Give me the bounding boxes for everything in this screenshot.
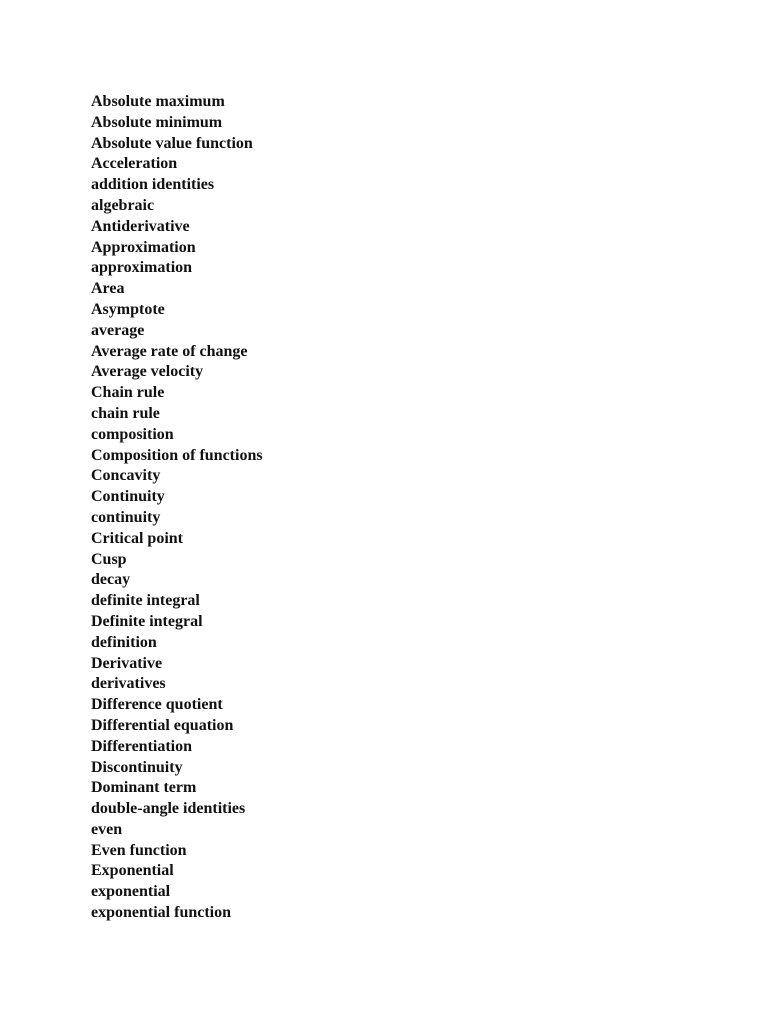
term-item: composition [91, 425, 174, 443]
term-item: Continuity [91, 488, 165, 506]
term-item: Absolute minimum [91, 113, 223, 131]
term-item: approximation [91, 259, 193, 277]
term-item: Differential equation [91, 716, 234, 734]
term-list [91, 92, 263, 924]
term-item: Average velocity [91, 363, 204, 381]
term-item: Absolute maximum [91, 93, 225, 110]
term-item: algebraic [91, 196, 155, 214]
term-item: Acceleration [91, 155, 178, 173]
term-item: Antiderivative [91, 217, 190, 235]
term-item: Discontinuity [91, 758, 183, 776]
term-item: Definite integral [91, 612, 203, 630]
term-item: exponential function [91, 904, 232, 922]
term-item: even [91, 820, 123, 838]
term-item: Differentiation [91, 737, 193, 755]
term-item: definition [91, 633, 157, 651]
term-item: decay [91, 571, 131, 589]
term-item: derivatives [91, 675, 166, 693]
term-item: Asymptote [91, 300, 165, 318]
term-item: addition identities [91, 176, 215, 194]
term-item: average [91, 321, 145, 339]
term-item: double-angle identities [91, 800, 246, 818]
term-item: chain rule [91, 404, 160, 422]
term-item: Even function [91, 841, 187, 859]
term-item: Cusp [91, 550, 127, 568]
term-item: continuity [91, 508, 161, 526]
term-item: Composition of functions [91, 446, 263, 464]
term-item: Absolute value function [91, 134, 253, 152]
term-item: Difference quotient [91, 696, 223, 714]
term-item: exponential [91, 883, 171, 901]
term-item: Area [91, 280, 125, 298]
term-item: Dominant term [91, 779, 197, 797]
term-item: Critical point [91, 529, 183, 547]
term-item: Approximation [91, 238, 196, 256]
term-item: Derivative [91, 654, 163, 672]
term-item: definite integral [91, 592, 200, 610]
term-item: Concavity [91, 467, 161, 485]
term-item: Exponential [91, 862, 174, 880]
term-item: Average rate of change [91, 342, 248, 360]
term-item: Chain rule [91, 384, 165, 402]
